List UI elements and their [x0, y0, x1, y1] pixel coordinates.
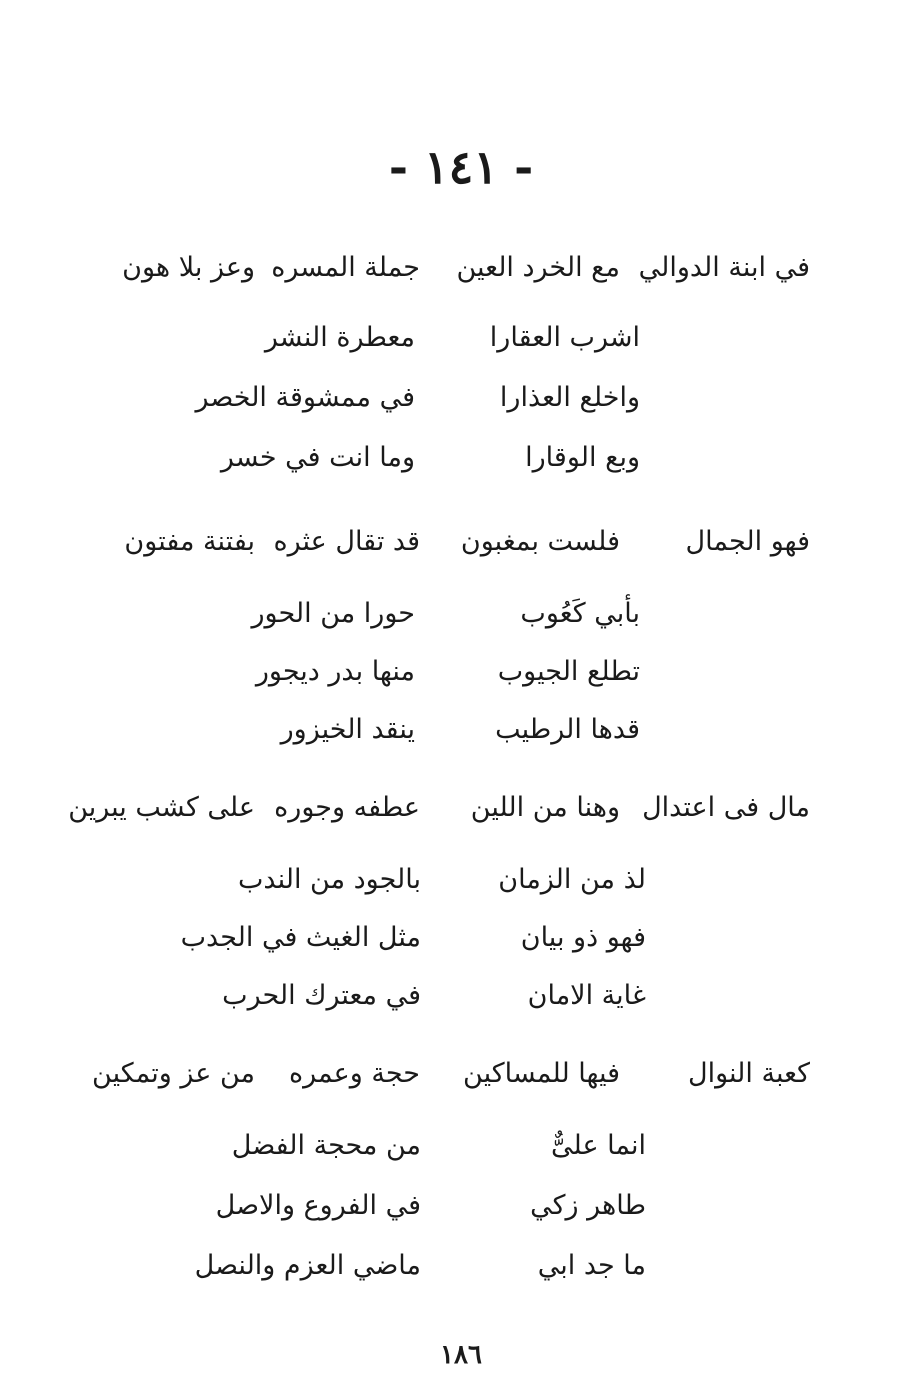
hemistich: طاهر زكي	[530, 1190, 646, 1221]
hemistich: فلست بمغبون	[460, 526, 620, 557]
hemistich: تطلع الجيوب	[497, 656, 640, 687]
verse-line	[236, 858, 646, 902]
refrain-line	[70, 246, 810, 290]
hemistich: حجة وعمره	[289, 1058, 420, 1089]
verse-line	[230, 316, 640, 360]
hemistich: قدها الرطيب	[495, 714, 640, 745]
hemistich: معطرة النشر	[264, 322, 415, 353]
hemistich: بالجود من الندب	[237, 864, 421, 895]
hemistich: فيها للمساكين	[463, 1058, 620, 1089]
hemistich: في ابنة الدوالي	[638, 252, 810, 283]
hemistich: في ممشوقة الخصر	[195, 382, 415, 413]
hemistich: بفتنة مفتون	[124, 526, 255, 557]
hemistich: مثل الغيث في الجدب	[180, 922, 421, 953]
refrain-line	[70, 786, 810, 830]
refrain-line	[70, 520, 810, 564]
verse-line	[195, 376, 640, 420]
verse-line	[230, 650, 640, 694]
hemistich: وما انت في خسر	[220, 442, 415, 473]
hemistich: وعز بلا هون	[122, 252, 255, 283]
hemistich: لذ من الزمان	[498, 864, 646, 895]
verse-line	[230, 708, 640, 752]
hemistich: ينقد الخيزور	[280, 714, 415, 745]
hemistich: جملة المسره	[271, 252, 420, 283]
hemistich: انما علىٌّ	[551, 1130, 646, 1161]
hemistich: غاية الامان	[527, 980, 646, 1011]
hemistich: كعبة النوال	[687, 1058, 810, 1089]
verse-line	[215, 1184, 646, 1228]
hemistich: فهو الجمال	[685, 526, 810, 557]
hemistich: واخلع العذارا	[499, 382, 640, 413]
hemistich: حورا من الحور	[251, 598, 415, 629]
hemistich: في الفروع والاصل	[215, 1190, 421, 1221]
verse-line	[231, 1124, 646, 1168]
refrain-line	[70, 1052, 810, 1096]
hemistich: في معترك الحرب	[222, 980, 421, 1011]
hemistich: ماضي العزم والنصل	[194, 1250, 421, 1281]
hemistich: بأبي كَعُوب	[520, 598, 640, 629]
hemistich: قد تقال عثره	[273, 526, 420, 557]
hemistich: ما جد ابي	[537, 1250, 646, 1281]
hemistich: عطفه وجوره	[274, 792, 420, 823]
verse-line	[180, 916, 646, 960]
hemistich: مال فى اعتدال	[642, 792, 810, 823]
verse-line	[220, 436, 640, 480]
verse-line	[230, 592, 640, 636]
page-number-footer: ١٨٦	[440, 1340, 482, 1370]
verse-line	[222, 974, 646, 1018]
hemistich: من عز وتمكين	[92, 1058, 255, 1089]
hemistich: فهو ذو بيان	[520, 922, 646, 953]
hemistich: وبع الوقارا	[525, 442, 640, 473]
hemistich: اشرب العقارا	[489, 322, 640, 353]
hemistich: من محجة الفضل	[231, 1130, 421, 1161]
page-number-header: - ١٤١ -	[388, 140, 534, 194]
hemistich: مع الخرد العين	[456, 252, 620, 283]
hemistich: منها بدر ديجور	[255, 656, 415, 687]
hemistich: على كشب يبرين	[68, 792, 255, 823]
verse-line	[194, 1244, 646, 1288]
hemistich: وهنا من اللين	[470, 792, 620, 823]
